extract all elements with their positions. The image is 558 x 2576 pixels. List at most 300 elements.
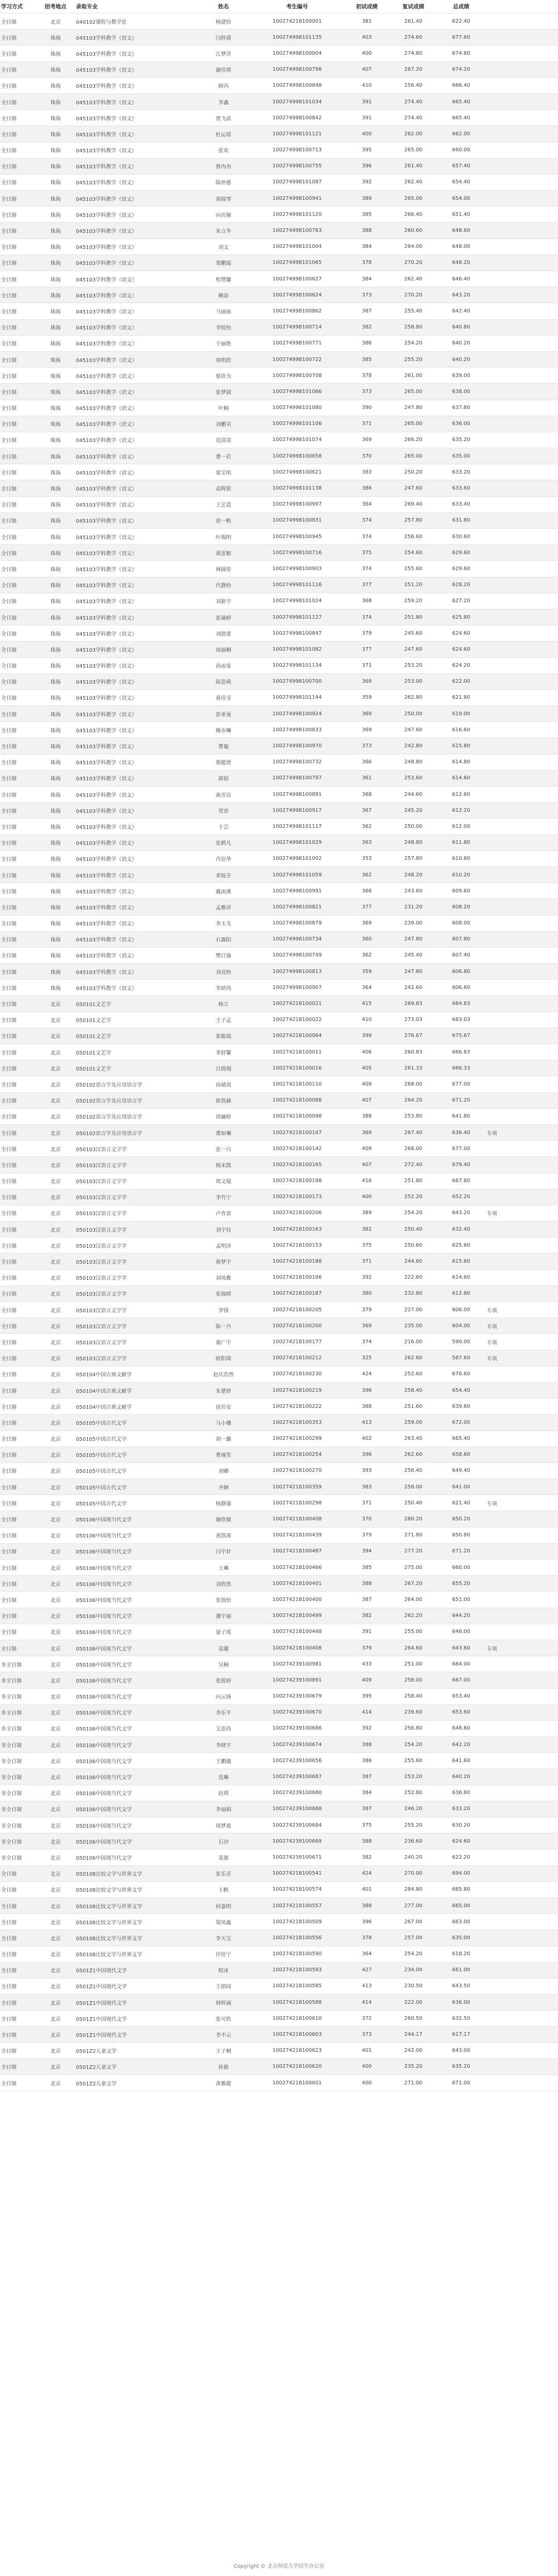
cell-study-mode: 全日制 — [0, 126, 36, 142]
cell-note — [486, 803, 558, 819]
cell-retest-score: 261.40 — [390, 13, 437, 29]
cell-candidate-number: 100274218100022 — [251, 1012, 344, 1028]
cell-name: 齐婵 — [196, 1479, 251, 1495]
cell-exam-location: 珠海 — [36, 722, 75, 738]
cell-major: 050106中国现当代文学 — [75, 1672, 196, 1688]
cell-candidate-number: 100274998100708 — [251, 368, 344, 384]
cell-initial-score: 392 — [344, 1269, 390, 1285]
cell-candidate-number: 100274218100142 — [251, 1141, 344, 1157]
cell-total-score: 648.20 — [437, 255, 486, 271]
table-row — [0, 1495, 558, 1511]
cell-study-mode: 全日制 — [0, 255, 36, 271]
cell-initial-score: 379 — [344, 1640, 390, 1656]
cell-major: 0501Z1中国现代文学 — [75, 2010, 196, 2027]
cell-name: 蒋梦宇 — [196, 1253, 251, 1269]
cell-total-score: 677.00 — [437, 1141, 486, 1157]
cell-initial-score: 385 — [344, 207, 390, 223]
cell-note — [486, 1704, 558, 1720]
cell-exam-location: 北京 — [36, 1415, 75, 1431]
cell-total-score: 633.20 — [437, 464, 486, 480]
cell-initial-score: 371 — [344, 657, 390, 673]
table-row — [0, 593, 558, 609]
cell-name: 谢欣媛 — [196, 1511, 251, 1527]
cell-study-mode: 全日制 — [0, 319, 36, 335]
cell-candidate-number: 100274998100734 — [251, 931, 344, 947]
cell-note — [486, 673, 558, 689]
cell-retest-score: 260.60 — [390, 223, 437, 239]
cell-note — [486, 899, 558, 915]
cell-candidate-number: 100274998100732 — [251, 754, 344, 770]
cell-initial-score: 371 — [344, 1495, 390, 1511]
cell-name: 刘卿 — [196, 1463, 251, 1479]
cell-note — [486, 319, 558, 335]
cell-retest-score: 259.00 — [390, 1415, 437, 1431]
table-row — [0, 1285, 558, 1301]
cell-initial-score: 393 — [344, 1463, 390, 1479]
cell-exam-location: 珠海 — [36, 545, 75, 561]
cell-exam-location: 珠海 — [36, 819, 75, 835]
cell-major: 045103学科教学（语文） — [75, 29, 196, 45]
cell-major: 050106中国现当代文学 — [75, 1720, 196, 1736]
cell-retest-score: 255.60 — [390, 561, 437, 577]
table-row — [0, 1737, 558, 1753]
cell-major: 045103学科教学（语文） — [75, 400, 196, 416]
cell-exam-location: 北京 — [36, 1221, 75, 1237]
cell-candidate-number: 100274218100610 — [251, 2010, 344, 2027]
cell-name: 向若婉 — [196, 207, 251, 223]
col-header-name: 姓名 — [196, 0, 251, 13]
table-row — [0, 1849, 558, 1865]
cell-candidate-number: 100274218100593 — [251, 1962, 344, 1978]
cell-study-mode: 全日制 — [0, 1028, 36, 1044]
cell-retest-score: 258.00 — [390, 1479, 437, 1495]
cell-total-score: 639.60 — [437, 1399, 486, 1415]
cell-name: 曹璇 — [196, 738, 251, 754]
cell-total-score: 651.00 — [437, 1592, 486, 1608]
cell-candidate-number: 100274998100924 — [251, 706, 344, 722]
cell-total-score: 630.60 — [437, 529, 486, 545]
cell-study-mode: 全日制 — [0, 1415, 36, 1431]
table-row — [0, 448, 558, 464]
table-row — [0, 1479, 558, 1495]
cell-name: 张锐婷 — [196, 1672, 251, 1688]
cell-exam-location: 北京 — [36, 1189, 75, 1205]
cell-exam-location: 北京 — [36, 1076, 75, 1092]
cell-name: 范琳 — [196, 1769, 251, 1785]
cell-study-mode: 全日制 — [0, 110, 36, 126]
cell-note — [486, 223, 558, 239]
cell-candidate-number: 100274998100847 — [251, 625, 344, 641]
cell-note — [486, 1624, 558, 1640]
cell-exam-location: 北京 — [36, 2043, 75, 2059]
cell-exam-location: 珠海 — [36, 980, 75, 996]
cell-major: 050102语言学及应用语言学 — [75, 1124, 196, 1140]
cell-candidate-number: 100274218100556 — [251, 1930, 344, 1946]
cell-candidate-number: 100274218100001 — [251, 13, 344, 29]
cell-total-score: 628.20 — [437, 577, 486, 593]
table-row — [0, 1173, 558, 1189]
cell-candidate-number: 100274218100353 — [251, 1415, 344, 1431]
cell-candidate-number: 100274218100206 — [251, 1205, 344, 1221]
cell-exam-location: 北京 — [36, 1269, 75, 1285]
cell-major: 045103学科教学（语文） — [75, 803, 196, 819]
cell-name: 王子桐 — [196, 2043, 251, 2059]
cell-total-score: 604.00 — [437, 1318, 486, 1334]
cell-name: 潘宇丽 — [196, 1608, 251, 1624]
cell-retest-score: 264.20 — [390, 1092, 437, 1108]
cell-total-score: 640.20 — [437, 351, 486, 367]
cell-note — [486, 593, 558, 609]
table-row — [0, 1527, 558, 1543]
cell-name: 艾思尚 — [196, 1720, 251, 1736]
cell-exam-location: 珠海 — [36, 142, 75, 158]
cell-initial-score: 361 — [344, 770, 390, 786]
cell-candidate-number: 100274218100466 — [251, 1560, 344, 1576]
cell-major: 050102语言学及应用语言学 — [75, 1108, 196, 1124]
cell-major: 050103汉语言文字学 — [75, 1157, 196, 1173]
cell-total-score: 650.80 — [437, 1527, 486, 1543]
cell-initial-score: 414 — [344, 1704, 390, 1720]
cell-name: 黄雅懿 — [196, 2075, 251, 2091]
cell-initial-score: 389 — [344, 191, 390, 207]
table-row — [0, 1930, 558, 1946]
cell-exam-location: 珠海 — [36, 641, 75, 657]
cell-exam-location: 北京 — [36, 1833, 75, 1849]
cell-study-mode: 全日制 — [0, 480, 36, 496]
cell-total-score: 612.00 — [437, 819, 486, 835]
cell-initial-score: 388 — [344, 223, 390, 239]
cell-retest-score: 258.00 — [390, 1672, 437, 1688]
cell-initial-score: 410 — [344, 77, 390, 93]
cell-exam-location: 北京 — [36, 2010, 75, 2027]
cell-candidate-number: 100274218100011 — [251, 1044, 344, 1060]
cell-major: 0501Z1中国现代文学 — [75, 2027, 196, 2043]
cell-major: 045103学科教学（语文） — [75, 577, 196, 593]
cell-name: 孙毅 — [196, 2059, 251, 2075]
cell-note — [486, 1092, 558, 1108]
cell-name: 曲芳洁 — [196, 787, 251, 803]
cell-initial-score: 427 — [344, 1962, 390, 1978]
cell-study-mode: 全日制 — [0, 529, 36, 545]
cell-retest-score: 266.40 — [390, 207, 437, 223]
cell-retest-score: 253.20 — [390, 657, 437, 673]
cell-candidate-number: 100274239100670 — [251, 1704, 344, 1720]
cell-exam-location: 北京 — [36, 1399, 75, 1415]
cell-exam-location: 珠海 — [36, 384, 75, 400]
cell-total-score: 621.40 — [437, 1495, 486, 1511]
cell-major: 050106中国现当代文学 — [75, 1511, 196, 1527]
cell-exam-location: 珠海 — [36, 738, 75, 754]
cell-major: 045103学科教学（语文） — [75, 126, 196, 142]
cell-retest-score: 277.20 — [390, 1543, 437, 1559]
cell-name: 曹瑾笑 — [196, 1447, 251, 1463]
cell-note — [486, 93, 558, 109]
cell-study-mode: 全日制 — [0, 1463, 36, 1479]
cell-study-mode: 全日制 — [0, 625, 36, 641]
cell-retest-score: 280.20 — [390, 1511, 437, 1527]
cell-major: 045103学科教学（语文） — [75, 93, 196, 109]
cell-retest-score: 250.40 — [390, 1495, 437, 1511]
cell-major: 045103学科教学（语文） — [75, 77, 196, 93]
cell-initial-score: 379 — [344, 1527, 390, 1543]
cell-major: 050106中国现当代文学 — [75, 1849, 196, 1865]
cell-candidate-number: 100274218100188 — [251, 1253, 344, 1269]
cell-initial-score: 364 — [344, 980, 390, 996]
cell-exam-location: 珠海 — [36, 287, 75, 303]
cell-study-mode: 全日制 — [0, 1576, 36, 1592]
cell-major: 045103学科教学（语文） — [75, 706, 196, 722]
cell-total-score: 641.80 — [437, 1108, 486, 1124]
cell-name: 张瑞晴 — [196, 1285, 251, 1301]
table-row — [0, 754, 558, 770]
cell-study-mode: 全日制 — [0, 335, 36, 351]
cell-initial-score: 400 — [344, 2075, 390, 2091]
cell-candidate-number: 100274218100165 — [251, 1157, 344, 1173]
cell-exam-location: 北京 — [36, 1769, 75, 1785]
cell-name: 许佳宁 — [196, 1946, 251, 1962]
cell-candidate-number: 100274218100509 — [251, 1914, 344, 1930]
cell-major: 045103学科教学（语文） — [75, 207, 196, 223]
cell-exam-location: 珠海 — [36, 593, 75, 609]
cell-total-score: 616.60 — [437, 722, 486, 738]
cell-study-mode: 全日制 — [0, 1124, 36, 1140]
table-row — [0, 1141, 558, 1157]
cell-total-score: 651.40 — [437, 207, 486, 223]
cell-candidate-number: 100274218100623 — [251, 2043, 344, 2059]
cell-candidate-number: 100274998100941 — [251, 191, 344, 207]
cell-major: 045103学科教学（语文） — [75, 432, 196, 448]
cell-note — [486, 351, 558, 367]
cell-name: 王鹏越 — [196, 1753, 251, 1769]
cell-candidate-number: 100274239100669 — [251, 1833, 344, 1849]
cell-name: 胡一璐 — [196, 1431, 251, 1447]
cell-major: 045103学科教学（语文） — [75, 980, 196, 996]
cell-study-mode: 全日制 — [0, 448, 36, 464]
col-header-total-score: 总成绩 — [437, 0, 486, 13]
cell-major: 050106中国现当代文学 — [75, 1576, 196, 1592]
cell-major: 045103学科教学（语文） — [75, 319, 196, 335]
cell-total-score: 612.80 — [437, 1285, 486, 1301]
table-row — [0, 61, 558, 77]
cell-total-score: 617.17 — [437, 2027, 486, 2043]
cell-note: 专项 — [486, 1495, 558, 1511]
cell-total-score: 630.20 — [437, 1817, 486, 1833]
cell-retest-score: 255.20 — [390, 1817, 437, 1833]
cell-retest-score: 247.60 — [390, 641, 437, 657]
cell-initial-score: 407 — [344, 61, 390, 77]
cell-name: 顾芮 — [196, 77, 251, 93]
cell-candidate-number: 100274998101127 — [251, 609, 344, 625]
cell-note — [486, 947, 558, 963]
cell-name: 彭亚曼 — [196, 706, 251, 722]
table-row — [0, 1157, 558, 1173]
cell-total-score: 632.40 — [437, 1221, 486, 1237]
table-row — [0, 1334, 558, 1350]
cell-exam-location: 珠海 — [36, 706, 75, 722]
cell-initial-score: 369 — [344, 673, 390, 689]
cell-candidate-number: 100274998101138 — [251, 480, 344, 496]
cell-total-score: 636.00 — [437, 1994, 486, 2010]
cell-initial-score: 385 — [344, 1560, 390, 1576]
cell-candidate-number: 100274998100714 — [251, 319, 344, 335]
table-row — [0, 1962, 558, 1978]
table-row — [0, 1237, 558, 1253]
cell-note — [486, 1221, 558, 1237]
cell-note — [486, 1946, 558, 1962]
cell-exam-location: 北京 — [36, 1124, 75, 1140]
cell-candidate-number: 100274998100813 — [251, 964, 344, 980]
cell-total-score: 640.80 — [437, 319, 486, 335]
cell-name: 肖宸华 — [196, 851, 251, 867]
table-row — [0, 915, 558, 931]
cell-retest-score: 276.67 — [390, 1028, 437, 1044]
table-row — [0, 1720, 558, 1736]
cell-study-mode: 全日制 — [0, 689, 36, 705]
table-row — [0, 722, 558, 738]
cell-study-mode: 全日制 — [0, 1930, 36, 1946]
cell-total-score: 657.40 — [437, 158, 486, 174]
cell-total-score: 658.60 — [437, 1447, 486, 1463]
cell-retest-score: 262.60 — [390, 1350, 437, 1366]
cell-exam-location: 珠海 — [36, 835, 75, 851]
cell-total-score: 606.60 — [437, 980, 486, 996]
cell-total-score: 654.40 — [437, 174, 486, 190]
cell-total-score: 660.00 — [437, 142, 486, 158]
cell-study-mode: 全日制 — [0, 368, 36, 384]
cell-note — [486, 303, 558, 319]
cell-note — [486, 400, 558, 416]
cell-note — [486, 61, 558, 77]
cell-name: 张聪瑞 — [196, 1028, 251, 1044]
cell-exam-location: 珠海 — [36, 255, 75, 271]
cell-total-score: 590.00 — [437, 1334, 486, 1350]
table-row — [0, 1205, 558, 1221]
table-row — [0, 2010, 558, 2027]
cell-name: 石沙 — [196, 1833, 251, 1849]
cell-exam-location: 北京 — [36, 1978, 75, 1994]
cell-study-mode: 全日制 — [0, 1479, 36, 1495]
cell-retest-score: 270.20 — [390, 287, 437, 303]
cell-exam-location: 珠海 — [36, 158, 75, 174]
cell-candidate-number: 100274218100107 — [251, 1124, 344, 1140]
cell-name: 周骊婷 — [196, 1108, 251, 1124]
cell-name: 刘欣然 — [196, 1576, 251, 1592]
cell-exam-location: 北京 — [36, 1527, 75, 1543]
cell-exam-location: 珠海 — [36, 480, 75, 496]
cell-total-score: 665.40 — [437, 110, 486, 126]
cell-total-score: 677.00 — [437, 1076, 486, 1092]
cell-study-mode: 全日制 — [0, 787, 36, 803]
cell-candidate-number: 100274218100590 — [251, 1946, 344, 1962]
cell-initial-score: 409 — [344, 1141, 390, 1157]
cell-name: 刘竞怡 — [196, 964, 251, 980]
cell-note — [486, 1415, 558, 1431]
cell-retest-score: 235.00 — [390, 1318, 437, 1334]
cell-study-mode: 全日制 — [0, 384, 36, 400]
table-header-row — [0, 0, 558, 13]
cell-total-score: 661.00 — [437, 1962, 486, 1978]
cell-total-score: 649.40 — [437, 1463, 486, 1479]
cell-exam-location: 珠海 — [36, 174, 75, 190]
cell-initial-score: 388 — [344, 1833, 390, 1849]
cell-initial-score: 379 — [344, 1302, 390, 1318]
cell-retest-score: 247.80 — [390, 400, 437, 416]
cell-major: 050106中国现当代文学 — [75, 1560, 196, 1576]
cell-total-score: 683.03 — [437, 1012, 486, 1028]
cell-initial-score: 403 — [344, 29, 390, 45]
cell-name: 江梦洋 — [196, 45, 251, 61]
cell-candidate-number: 100274218100299 — [251, 1431, 344, 1447]
cell-initial-score: 369 — [344, 706, 390, 722]
cell-note — [486, 722, 558, 738]
cell-major: 045103学科教学（语文） — [75, 673, 196, 689]
cell-retest-score: 257.00 — [390, 1930, 437, 1946]
cell-major: 045103学科教学（语文） — [75, 851, 196, 867]
cell-study-mode: 非全日制 — [0, 1833, 36, 1849]
cell-study-mode: 全日制 — [0, 1382, 36, 1398]
cell-study-mode: 全日制 — [0, 2043, 36, 2059]
cell-name: 晏子瑶 — [196, 1624, 251, 1640]
cell-study-mode: 全日制 — [0, 2027, 36, 2043]
cell-retest-score: 270.20 — [390, 255, 437, 271]
cell-exam-location: 珠海 — [36, 400, 75, 416]
cell-study-mode: 非全日制 — [0, 1801, 36, 1817]
cell-retest-score: 222.60 — [390, 1269, 437, 1285]
cell-initial-score: 394 — [344, 1543, 390, 1559]
cell-study-mode: 全日制 — [0, 1608, 36, 1624]
cell-study-mode: 全日制 — [0, 738, 36, 754]
cell-major: 050106中国现当代文学 — [75, 1688, 196, 1704]
cell-retest-score: 265.00 — [390, 384, 437, 400]
cell-name: 李天宝 — [196, 1930, 251, 1946]
cell-note — [486, 1511, 558, 1527]
cell-note — [486, 512, 558, 528]
table-row — [0, 1656, 558, 1672]
cell-note — [486, 1076, 558, 1092]
cell-name: 李妍尚 — [196, 980, 251, 996]
cell-study-mode: 全日制 — [0, 706, 36, 722]
cell-exam-location: 北京 — [36, 1511, 75, 1527]
cell-note — [486, 1720, 558, 1736]
cell-total-score: 639.00 — [437, 368, 486, 384]
cell-study-mode: 全日制 — [0, 1624, 36, 1640]
cell-name: 柳添 — [196, 287, 251, 303]
cell-study-mode: 全日制 — [0, 1994, 36, 2010]
cell-note — [486, 335, 558, 351]
cell-initial-score: 382 — [344, 1608, 390, 1624]
cell-retest-score: 251.80 — [390, 609, 437, 625]
table-row — [0, 1302, 558, 1318]
cell-initial-score: 369 — [344, 915, 390, 931]
cell-total-score: 632.50 — [437, 2010, 486, 2027]
cell-name: 代静怡 — [196, 577, 251, 593]
cell-candidate-number: 100274998101002 — [251, 851, 344, 867]
cell-note — [486, 1044, 558, 1060]
table-row — [0, 1640, 558, 1656]
cell-retest-score: 254.60 — [390, 545, 437, 561]
cell-exam-location: 北京 — [36, 1463, 75, 1479]
cell-total-score: 636.40 — [437, 1124, 486, 1140]
cell-exam-location: 珠海 — [36, 867, 75, 883]
cell-name: 范清清 — [196, 432, 251, 448]
cell-note — [486, 496, 558, 512]
cell-major: 050106中国现当代文学 — [75, 1704, 196, 1720]
cell-retest-score: 250.00 — [390, 706, 437, 722]
footer-copyright: Copyright © 北京师范大学招生办公室 — [234, 2564, 324, 2569]
cell-major: 0501Z2儿童文学 — [75, 2075, 196, 2091]
cell-total-score: 646.40 — [437, 271, 486, 287]
cell-name: 刘新宇 — [196, 593, 251, 609]
